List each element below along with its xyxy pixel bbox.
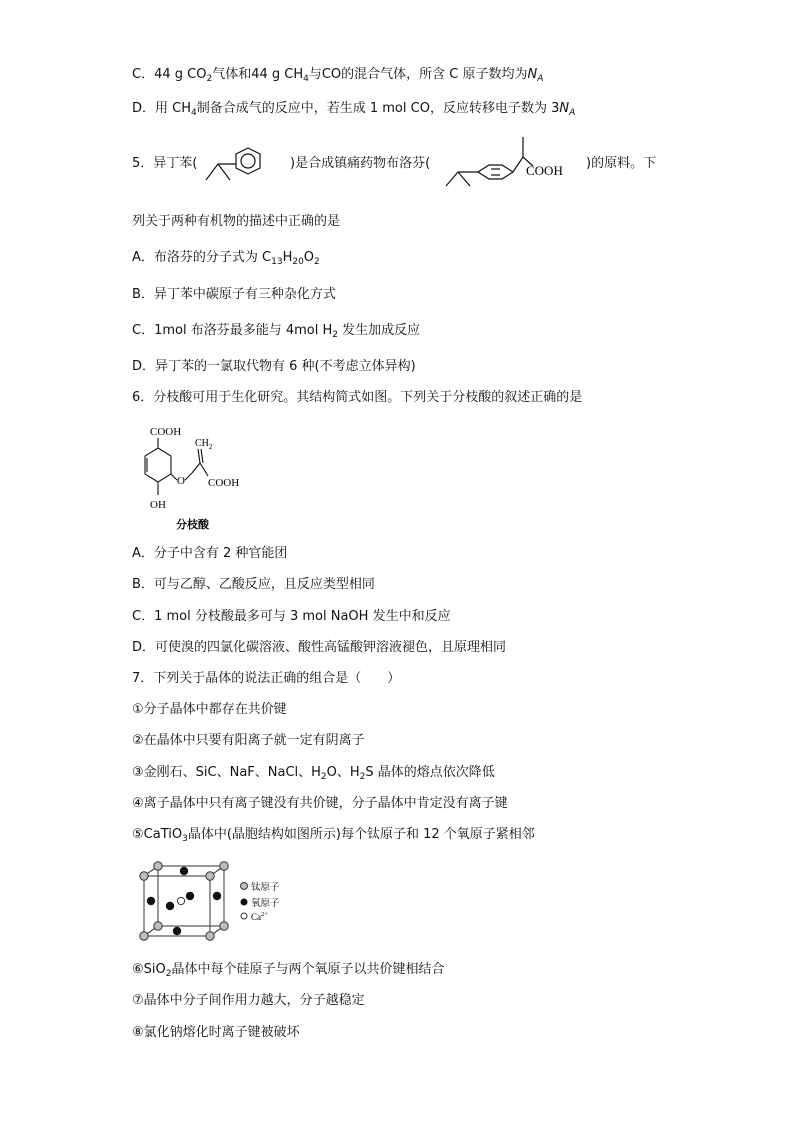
legend-o-label: 氧原子: [251, 899, 280, 909]
o-atom: [173, 927, 181, 935]
q6-option-b: B．可与乙醇、乙酸反应，且反应类型相同: [132, 577, 375, 592]
structure-cooh-right: COOH: [208, 477, 240, 489]
q5-c-sub-1: 2: [332, 330, 338, 340]
q4-d-text-2: 制备合成气的反应中，若生成 1 mol CO，反应转移电子数为 3: [196, 101, 560, 116]
legend-ca-icon: [241, 913, 247, 919]
q7-s6-text-2: 晶体中每个硅原子与两个氧原子以共价键相结合: [171, 962, 445, 977]
ibuprofen-cooh: COOH: [526, 163, 563, 178]
q7-s3-text-2: O、H: [326, 765, 360, 780]
o-atom: [180, 867, 188, 875]
legend-ca-label: $Ca^{2+}$: [251, 911, 268, 922]
q5-stem-part3: )的原料。下: [586, 156, 657, 171]
ti-atom: [154, 862, 162, 870]
q5-a-text-3: O: [303, 250, 315, 265]
o-atom: [213, 892, 221, 900]
q5-c-text-2: 发生加成反应: [337, 323, 421, 338]
q7-s5-text-2: 晶体中(晶胞结构如图所示)每个钛原子和 12 个氧原子紧相邻: [187, 827, 535, 842]
structure-oh: OH: [150, 499, 166, 511]
q6-option-a: A．分子中含有 2 种官能团: [132, 546, 288, 561]
q5-a-text-1: A．布洛芬的分子式为 C: [132, 250, 272, 265]
q5-option-d: D．异丁苯的一氯取代物有 6 种(不考虑立体异构): [132, 359, 416, 374]
avogadro-symbol: N: [559, 101, 570, 116]
q7-statement-6: [132, 961, 445, 983]
q7-s5-text-1: ⑤CaTiO: [132, 827, 183, 842]
q5-a-sub-2: 20: [292, 257, 304, 267]
q4-c-sub-1: 2: [206, 74, 213, 84]
legend-ti-label: 钛原子: [251, 883, 280, 893]
q7-statement-7: ⑦晶体中分子间作用力越大，分子越稳定: [132, 993, 365, 1008]
q4-c-text-2: 气体和44 g CH: [212, 67, 304, 82]
q4-c-text-3: 与CO的混合气体，所含 C 原子数均为: [308, 67, 528, 82]
avogadro-sub: A: [537, 74, 544, 84]
ti-atom: [140, 872, 148, 880]
ca-ion: [177, 897, 184, 904]
q5-option-c: [132, 322, 420, 344]
ti-atom: [220, 862, 228, 870]
q6-stem: 6．分枝酸可用于生化研究。其结构简式如图。下列关于分枝酸的叙述正确的是: [132, 390, 583, 405]
q7-statement-1: ①分子晶体中都存在共价键: [132, 702, 287, 717]
q7-s3-text-3: S 晶体的熔点依次降低: [365, 765, 495, 780]
q7-s3-sub-1: 2: [320, 772, 327, 782]
q4-option-c: [132, 66, 543, 88]
q7-statement-3: [132, 764, 495, 786]
o-atom: [147, 897, 155, 905]
q7-s5-sub-1: 3: [182, 834, 188, 844]
q7-s3-sub-2: 2: [359, 772, 366, 782]
q5-c-text-1: C．1mol 布洛芬最多能与 4mol H: [132, 323, 333, 338]
q5-stem-part1: 5．异丁苯(: [132, 156, 198, 171]
q7-statement-4: ④离子晶体中只有离子键没有共价键，分子晶体中肯定没有离子键: [132, 796, 508, 811]
structure-cooh-top: COOH: [150, 426, 182, 438]
structure-caption: 分枝酸: [176, 519, 209, 531]
o-atom: [186, 892, 194, 900]
q5-option-a: [132, 249, 320, 271]
q5-stem-part2: )是合成镇痛药物布洛芬(: [290, 156, 431, 171]
q5-option-b: B．异丁苯中碳原子有三种杂化方式: [132, 287, 336, 302]
ti-atom: [140, 932, 148, 940]
q4-c-sub-2: 4: [303, 74, 309, 84]
structure-ch2: $CH_2$: [195, 438, 213, 451]
avogadro-symbol: N: [527, 67, 538, 82]
q4-c-text-1: C．44 g CO: [132, 67, 207, 82]
legend-ti-icon: [241, 883, 248, 890]
q7-statement-5: [132, 826, 535, 848]
q7-s6-sub-1: 2: [165, 969, 172, 979]
legend-o-icon: [241, 899, 248, 906]
q5-a-sub-1: 13: [271, 257, 283, 267]
q4-d-text-1: D．用 CH: [132, 101, 191, 116]
structure-ether-o: O: [177, 475, 185, 487]
perovskite-unit-cell: [134, 858, 294, 944]
q5-stem-line2: 列关于两种有机物的描述中正确的是: [132, 214, 341, 229]
q5-a-sub-3: 2: [314, 257, 320, 267]
q7-statement-2: ②在晶体中只要有阳离子就一定有阴离子: [132, 733, 365, 748]
avogadro-sub: A: [569, 108, 576, 118]
q4-d-sub-1: 4: [191, 108, 197, 118]
isobutylbenzene-structure: [198, 136, 290, 192]
ti-atom: [206, 872, 214, 880]
ti-atom: [154, 922, 162, 930]
q7-s3-text-1: ③金刚石、SiC、NaF、NaCl、H: [132, 765, 321, 780]
ibuprofen-structure: [440, 130, 590, 192]
q6-option-d: D．可使溴的四氯化碳溶液、酸性高锰酸钾溶液褪色，且原理相同: [132, 640, 507, 655]
q4-option-d: [132, 100, 575, 122]
q5-a-text-2: H: [282, 250, 293, 265]
o-atom: [166, 902, 174, 910]
q7-stem: 7．下列关于晶体的说法正确的组合是（ ）: [132, 671, 401, 686]
chorismic-acid-structure: [136, 418, 266, 536]
q7-statement-8: ⑧氯化钠熔化时离子键被破坏: [132, 1025, 300, 1040]
ti-atom: [206, 932, 214, 940]
ti-atom: [220, 922, 228, 930]
q7-s6-text-1: ⑥SiO: [132, 962, 166, 977]
q6-option-c: C．1 mol 分枝酸最多可与 3 mol NaOH 发生中和反应: [132, 609, 451, 624]
